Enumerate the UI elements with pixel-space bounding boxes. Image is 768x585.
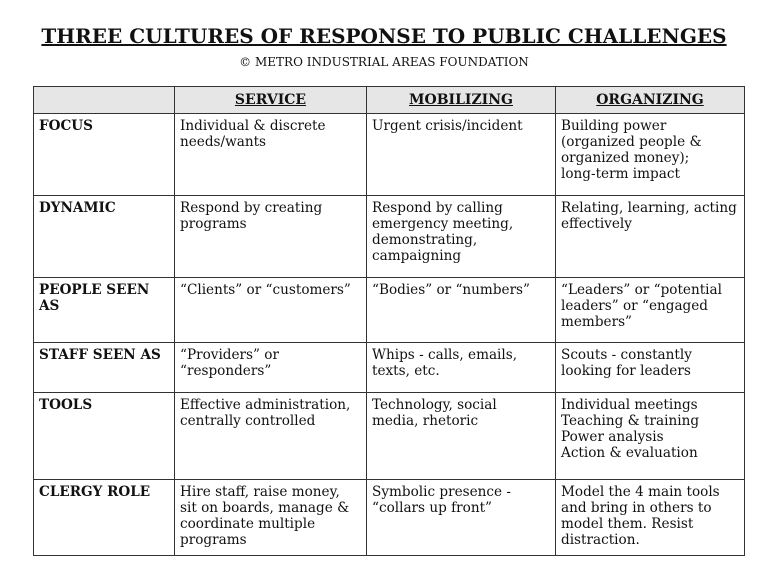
table-row bbox=[34, 196, 745, 278]
document-title: THREE CULTURES OF RESPONSE TO PUBLIC CHALLENGES bbox=[41, 24, 727, 48]
table-row bbox=[34, 480, 745, 556]
cell-clergy-mobilizing: Symbolic presence - “collars up front” bbox=[367, 480, 556, 556]
table-row bbox=[34, 393, 745, 480]
header-row bbox=[34, 87, 745, 114]
cell-focus-organizing: Building power (organized people & organized money); long-term impact bbox=[556, 114, 745, 196]
table-row bbox=[34, 278, 745, 343]
cell-focus-mobilizing: Urgent crisis/incident bbox=[367, 114, 556, 196]
cell-dynamic-mobilizing: Respond by calling emergency meeting, demonstrating, campaigning bbox=[367, 196, 556, 278]
cell-staff-mobilizing: Whips - calls, emails, texts, etc. bbox=[367, 343, 556, 393]
cell-tools-mobilizing: Technology, social media, rhetoric bbox=[367, 393, 556, 480]
row-label-people-seen-as: PEOPLE SEEN AS bbox=[34, 278, 175, 343]
header-corner bbox=[34, 87, 175, 114]
cell-people-service: “Clients” or “customers” bbox=[175, 278, 367, 343]
cell-clergy-service: Hire staff, raise money, sit on boards, manage & coordinate multiple programs bbox=[175, 480, 367, 556]
cultures-table bbox=[33, 86, 745, 556]
cell-people-organizing: “Leaders” or “potential leaders” or “engaged members” bbox=[556, 278, 745, 343]
cell-people-mobilizing: “Bodies” or “numbers” bbox=[367, 278, 556, 343]
cell-tools-service: Effective administration, centrally controlled bbox=[175, 393, 367, 480]
cell-dynamic-organizing: Relating, learning, acting effectively bbox=[556, 196, 745, 278]
cell-tools-organizing: Individual meetings Teaching & training Power analysis Action & evaluation bbox=[556, 393, 745, 480]
cell-clergy-organizing: Model the 4 main tools and bring in others to model them. Resist distraction. bbox=[556, 480, 745, 556]
cell-focus-service: Individual & discrete needs/wants bbox=[175, 114, 367, 196]
document-subtitle: © METRO INDUSTRIAL AREAS FOUNDATION bbox=[239, 55, 529, 69]
row-label-clergy-role: CLERGY ROLE bbox=[34, 480, 175, 556]
cell-dynamic-service: Respond by creating programs bbox=[175, 196, 367, 278]
row-label-dynamic: DYNAMIC bbox=[34, 196, 175, 278]
row-label-staff-seen-as: STAFF SEEN AS bbox=[34, 343, 175, 393]
cell-staff-service: “Providers” or “responders” bbox=[175, 343, 367, 393]
header-service: SERVICE bbox=[175, 87, 367, 114]
header-mobilizing: MOBILIZING bbox=[367, 87, 556, 114]
row-label-focus: FOCUS bbox=[34, 114, 175, 196]
row-label-tools: TOOLS bbox=[34, 393, 175, 480]
cell-staff-organizing: Scouts - constantly looking for leaders bbox=[556, 343, 745, 393]
table-row bbox=[34, 114, 745, 196]
table-row bbox=[34, 343, 745, 393]
header-organizing: ORGANIZING bbox=[556, 87, 745, 114]
